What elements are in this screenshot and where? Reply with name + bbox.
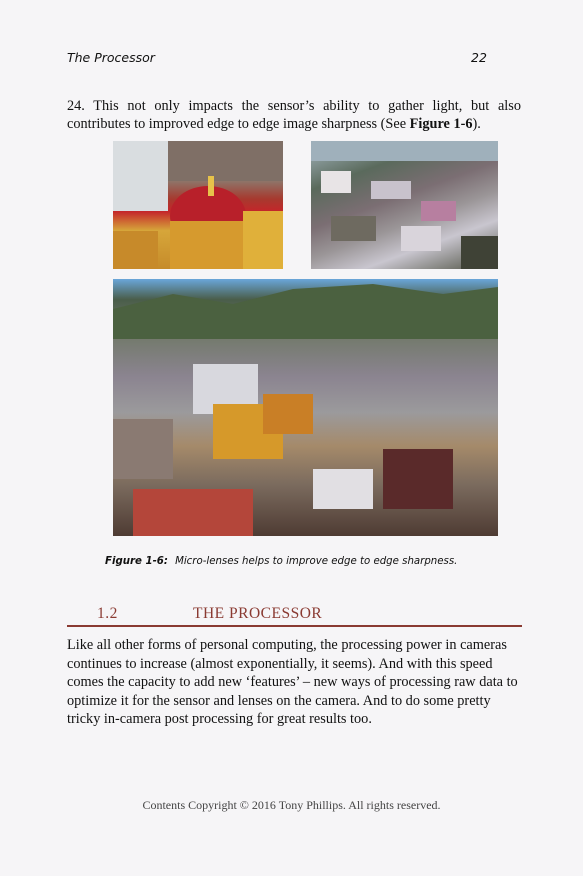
intro-paragraph [67, 97, 521, 133]
photo-cathedral-dome [113, 141, 283, 269]
photo-city-panorama [113, 279, 498, 536]
copyright-footer: Contents Copyright © 2016 Tony Phillips. All rights reserved. [142, 798, 441, 812]
body-paragraph: Like all other forms of personal computing, the processing power in cameras continues to increase (almost exponentially, it seems). And with this speed comes the capacity to add new ‘features’ – new ways of processing raw data to optimize it for the sensor and lenses on the camera. And to do some pretty tricky in-camera post processing for great results too. [67, 637, 518, 727]
section-rule [67, 625, 522, 627]
section-number: 1.2 [97, 605, 118, 622]
figure-caption [105, 556, 457, 567]
photo-hillside-houses [311, 141, 498, 269]
section-heading: THE PROCESSOR [193, 605, 323, 622]
figure-label: Figure 1-6: [105, 556, 168, 567]
figure-caption-text: Micro-lenses helps to improve edge to edge sharpness. [175, 556, 458, 567]
page-number: 22 [471, 50, 487, 65]
intro-text-after: ). [472, 116, 481, 132]
intro-text-before: 24. This not only impacts the sensor’s ability to gather light, but also contributes to improved edge to edge image sharpness (See [67, 98, 521, 132]
figure-reference: Figure 1-6 [409, 116, 473, 132]
running-header-title: The Processor [67, 50, 155, 65]
